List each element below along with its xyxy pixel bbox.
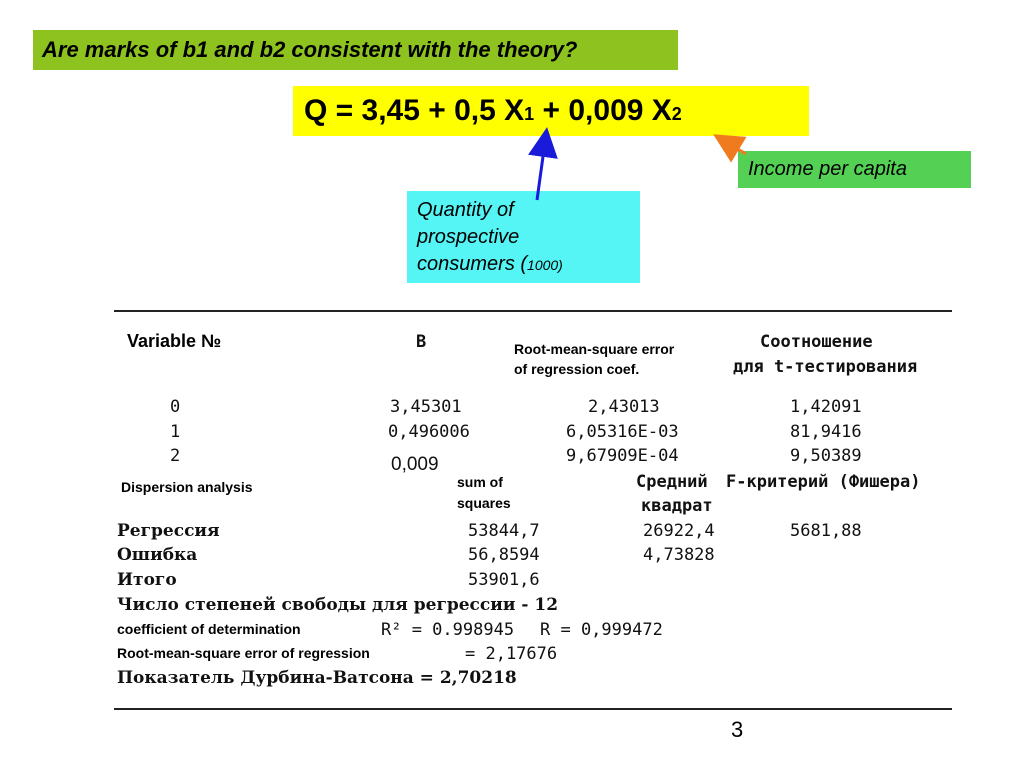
disp-row0-mean: 26922,4 [643,521,715,541]
rmse-header-line2: of regression coef. [514,361,640,377]
disp-row2-label: Итого [117,570,177,590]
row1-t: 81,9416 [790,422,862,442]
arrow-to-x1 [537,142,545,200]
income-label: Income per capita [738,151,971,188]
row2-err: 9,67909E-04 [566,446,679,466]
equation-sub1: 1 [524,104,535,124]
disp-row1-mean: 4,73828 [643,545,715,565]
equation-part1: Q = 3,45 + 0,5 X [304,94,525,127]
rmse-reg-value: = 2,17676 [465,644,558,664]
question-banner: Are marks of b1 and b2 consistent with the theory? [33,30,678,70]
row2-b: 0,009 [391,454,439,475]
dispersion-title: Dispersion analysis [121,479,253,495]
row1-err: 6,05316E-03 [566,422,679,442]
row0-t: 1,42091 [790,397,862,417]
arrow-to-x2 [726,142,746,154]
ratio-header-line1: Соотношение [760,332,873,352]
dof-line: Число степеней свободы для регрессии - 12 [117,595,559,615]
disp-row0-f: 5681,88 [790,521,862,541]
quantity-line3-text: consumers ( [417,253,528,275]
row1-var: 1 [170,422,181,442]
row0-var: 0 [170,397,181,417]
sum-header-line1: sum of [457,474,503,490]
b-header: B [416,332,427,352]
durbin-watson: Показатель Дурбина-Ватсона = 2,70218 [117,668,517,688]
quantity-line1: Quantity of [417,199,514,221]
disp-row0-sum: 53844,7 [468,521,540,541]
variable-header: Variable № [127,331,222,351]
table-bottom-rule [114,708,952,710]
disp-row1-sum: 56,8594 [468,545,540,565]
f-header: F-критерий (Фишера) [726,472,921,492]
r-value: R = 0,999472 [540,620,663,640]
rmse-header-line1: Root-mean-square error [514,341,675,357]
r2-value: R² = 0.998945 [381,620,515,640]
row1-b: 0,496006 [388,422,470,442]
quantity-small: 1000) [527,257,563,273]
ratio-header-line2: для t-тестирования [733,357,918,377]
disp-row1-label: Ошибка [117,545,198,565]
row0-err: 2,43013 [588,397,660,417]
mean-header-line2: квадрат [641,496,713,516]
equation-sub2: 2 [671,104,682,124]
quantity-line2: prospective [417,226,520,248]
row0-b: 3,45301 [390,397,462,417]
equation-part2: + 0,009 X [534,94,672,127]
row2-var: 2 [170,446,181,466]
table-top-rule [114,310,952,312]
page-number: 3 [731,717,744,742]
sum-header-line2: squares [457,495,511,511]
coef-det-label: coefficient of determination [117,621,301,637]
disp-row2-sum: 53901,6 [468,570,540,590]
rmse-reg-label: Root-mean-square error of regression [117,645,370,661]
mean-header-line1: Средний [636,472,708,492]
row2-t: 9,50389 [790,446,862,466]
disp-row0-label: Регрессия [117,521,220,541]
